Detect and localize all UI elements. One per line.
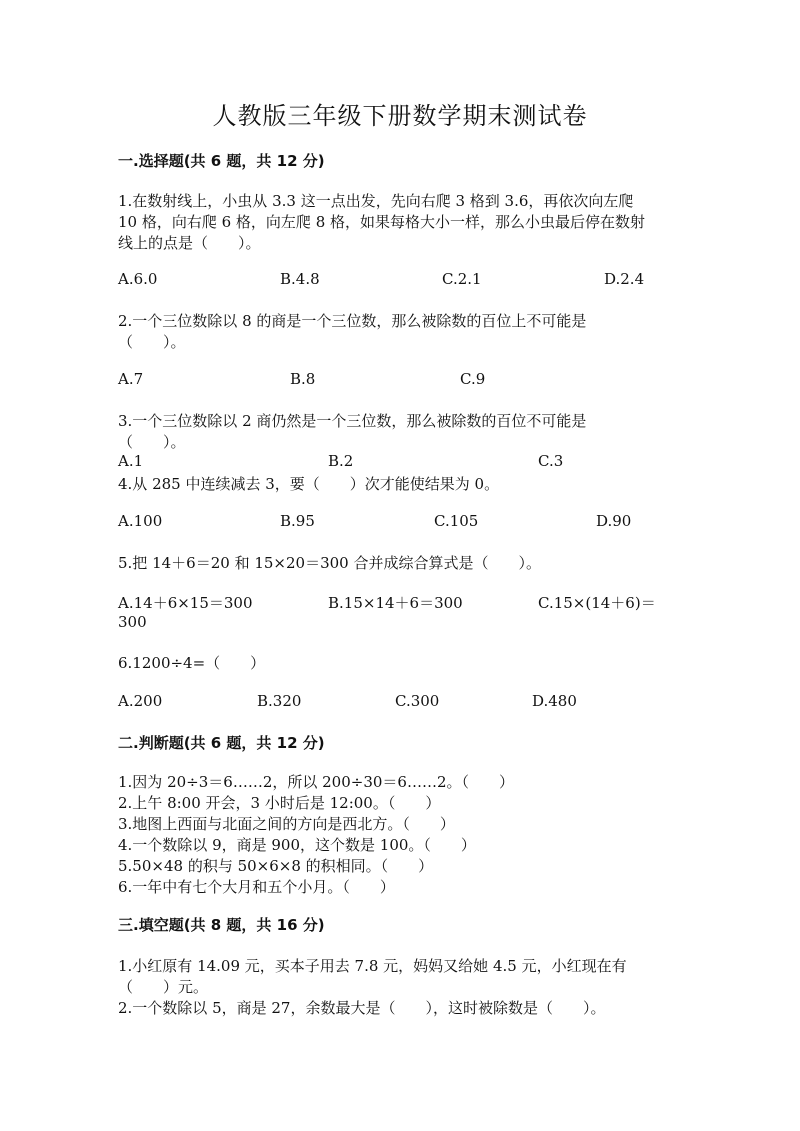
option-c: C.9 [460,370,486,388]
fill-item-1-line-1: 1.小红原有 14.09 元，买本子用去 7.8 元，妈妈又给她 4.5 元，小红现在有 [118,957,627,975]
question-3-line-1: 3.一个三位数除以 2 商仍然是一个三位数，那么被除数的百位不可能是 [118,412,587,430]
judge-item-3: 3.地图上西面与北面之间的方向是西北方。（ ） [118,815,455,833]
option-d: D.480 [532,692,577,710]
fill-item-1-line-2: （ ）元。 [118,978,209,996]
question-5-options [118,592,718,614]
option-d: D.90 [596,512,632,530]
question-6-options [118,692,718,714]
option-c: C.300 [395,692,440,710]
question-2-line-2: （ ）。 [118,333,186,351]
question-5-line-1: 5.把 14＋6＝20 和 15×20＝300 合并成综合算式是（ ）。 [118,554,541,572]
judge-item-6: 6.一年中有七个大月和五个小月。（ ） [118,878,395,896]
section-heading-judge: 二.判断题(共 6 题，共 12 分) [118,734,325,752]
question-6-line-1: 6.1200÷4=（ ） [118,654,266,672]
option-a: A.1 [118,452,144,470]
option-b: B.2 [328,452,354,470]
question-1-options [118,270,718,292]
question-1-line-3: 线上的点是（ ）。 [118,234,261,252]
page-title: 人教版三年级下册数学期末测试卷 [212,102,588,130]
section-heading-fill: 三.填空题(共 8 题，共 16 分) [118,916,325,934]
option-c: C.3 [538,452,564,470]
question-1-line-1: 1.在数射线上，小虫从 3.3 这一点出发，先向右爬 3 格到 3.6，再依次向左爬 [118,192,634,210]
option-b: B.320 [257,692,302,710]
judge-item-4: 4.一个数除以 9，商是 900，这个数是 100。（ ） [118,836,476,854]
question-4-line-1: 4.从 285 中连续减去 3，要（ ）次才能使结果为 0。 [118,475,500,493]
question-3-line-2: （ ）。 [118,433,186,451]
option-a: A.7 [118,370,144,388]
option-c-continuation: 300 [118,613,147,631]
question-3-options [118,452,718,474]
question-2-options [118,370,718,392]
judge-item-2: 2.上午 8:00 开会，3 小时后是 12:00。（ ） [118,794,441,812]
option-c: C.15×(14＋6)＝ [538,594,656,612]
option-a: A.100 [118,512,163,530]
question-1-line-2: 10 格，向右爬 6 格，向左爬 8 格，如果每格大小一样，那么小虫最后停在数射 [118,213,646,231]
option-a: A.200 [118,692,163,710]
option-b: B.8 [290,370,316,388]
option-b: B.4.8 [280,270,320,288]
question-4-options [118,512,718,534]
judge-item-1: 1.因为 20÷3＝6……2，所以 200÷30＝6……2。（ ） [118,773,515,791]
option-b: B.15×14＋6＝300 [328,594,463,612]
option-a: A.14＋6×15＝300 [118,594,253,612]
option-a: A.6.0 [118,270,158,288]
option-c: C.2.1 [442,270,482,288]
judge-item-5: 5.50×48 的积与 50×6×8 的积相同。（ ） [118,857,434,875]
fill-item-2: 2.一个数除以 5，商是 27，余数最大是（ ），这时被除数是（ ）。 [118,999,606,1017]
option-b: B.95 [280,512,315,530]
option-d: D.2.4 [604,270,645,288]
section-heading-choice: 一.选择题(共 6 题，共 12 分) [118,152,325,170]
option-c: C.105 [434,512,479,530]
question-2-line-1: 2.一个三位数除以 8 的商是一个三位数，那么被除数的百位上不可能是 [118,312,587,330]
